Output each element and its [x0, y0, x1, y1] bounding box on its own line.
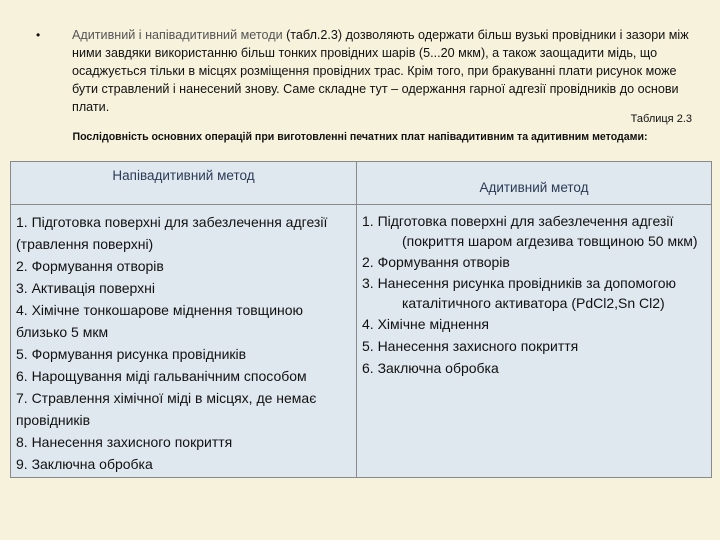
semi-step: 8. Нанесення захисного покриття	[16, 434, 233, 450]
additive-step: 2. Формування отворів	[362, 254, 510, 270]
semi-additive-cell	[11, 205, 357, 478]
table-caption: Послідовність основних операцій при виготовленні печатних плат напівадитивним та адитивним методами:	[72, 131, 648, 143]
table-number: Таблиця 2.3	[630, 113, 692, 125]
semi-step: 9. Заключна обробка	[16, 456, 153, 472]
operations-table	[10, 161, 712, 478]
additive-step: 6. Заключна обробка	[362, 360, 499, 376]
semi-step: 3. Активація поверхні	[16, 280, 155, 296]
intro-paragraph	[72, 26, 698, 116]
semi-step: 4. Хімічне тонкошарове міднення товщиною близько 5 мкм	[16, 302, 304, 340]
header-semi-additive-label: Напівадитивний метод	[112, 168, 255, 183]
semi-step: 5. Формування рисунка провідників	[16, 346, 247, 362]
header-additive-label: Адитивний метод	[479, 180, 589, 195]
bullet-icon: •	[36, 28, 41, 42]
header-additive	[357, 162, 712, 205]
additive-step: 1. Підготовка поверхні для забезлечення адгезії (покриття шаром агдезива товщиною 50 мкм)	[362, 213, 698, 249]
semi-step: 6. Нарощування міді гальванічним способом	[16, 368, 307, 384]
table-header-row	[11, 162, 712, 205]
header-semi-additive	[11, 162, 357, 205]
intro-text: (табл.2.3) дозволяють одержати більш вузькі провідники і зазори між ними завдяки використанню більш тонких провідних шарів (5...20 мкм), а також заощадити мідь, що осаджується тільки в місцях розміщення провідних трас. Крім того, при бракуванні плати рисунок може бути стравлений і нанесений знову. Саме складне тут – одержання гарної адгезії провідників до основи плати.	[72, 28, 689, 114]
additive-cell	[357, 205, 712, 478]
additive-step: 3. Нанесення рисунка провідників за допомогою каталітичного активатора (PdCl2,Sn Cl2)	[362, 275, 677, 311]
intro-highlight: Адитивний і напівадитивний методи	[72, 28, 283, 42]
semi-step: 7. Стравлення хімічної міді в місцях, де немає провідників	[16, 390, 317, 428]
table-body-row	[11, 205, 712, 478]
semi-step: 2. Формування отворів	[16, 258, 164, 274]
additive-step: 4. Хімічне міднення	[362, 316, 489, 332]
semi-step: 1. Підготовка поверхні для забезлечення адгезії (травлення поверхні)	[16, 214, 328, 252]
additive-step: 5. Нанесення захисного покриття	[362, 338, 579, 354]
